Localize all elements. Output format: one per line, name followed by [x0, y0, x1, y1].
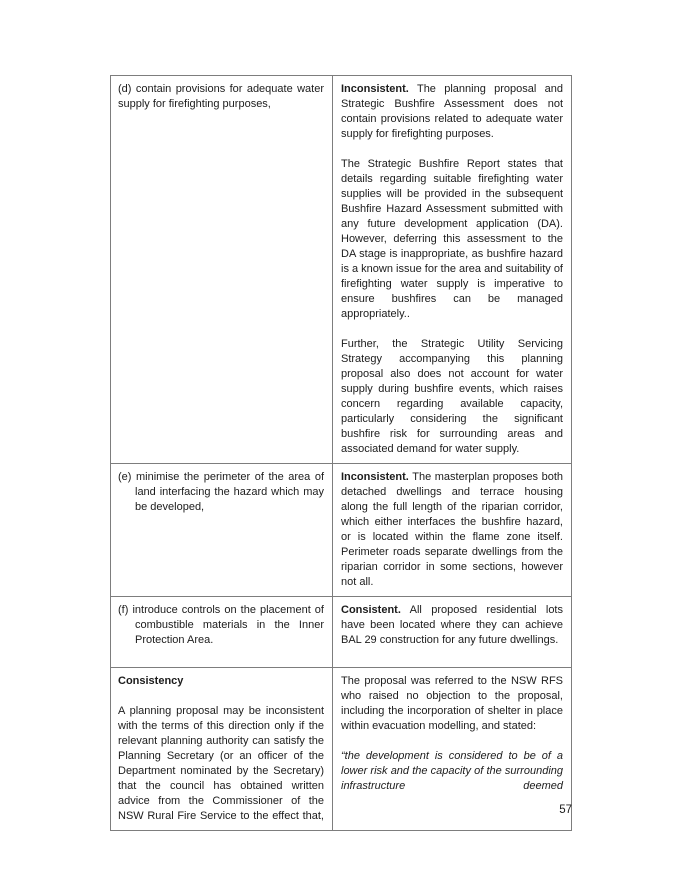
assessment-text: All proposed residential lots have been located where they can achieve BAL 29 construction for any future dwellings.	[341, 604, 563, 646]
assessment-paragraph	[341, 82, 563, 142]
bushfire-consistency-table	[110, 75, 572, 831]
consistency-heading: Consistency	[118, 675, 184, 687]
criterion-cell-f	[111, 597, 333, 667]
assessment-paragraph	[341, 603, 563, 648]
criterion-text-e: (e) minimise the perimeter of the area of land interfacing the hazard which may be developed,	[118, 471, 324, 513]
assessment-cell-d	[333, 76, 571, 463]
assessment-cell-f	[333, 597, 571, 667]
assessment-text: The planning proposal and Strategic Bushfire Assessment does not contain provisions related to adequate water supply for firefighting purposes.	[341, 83, 564, 140]
page-number: 57	[559, 804, 572, 816]
rfs-quote-text: “the development is considered to be of a lower risk and the capacity of the surrounding infrastructure deemed	[341, 750, 563, 792]
table-row-e	[111, 463, 571, 596]
status-label-inconsistent: Inconsistent.	[341, 83, 409, 95]
criterion-text-d: (d) contain provisions for adequate water supply for firefighting purposes,	[118, 83, 324, 110]
criterion-cell-d	[111, 76, 333, 463]
consistency-cell	[111, 668, 333, 830]
rfs-response-text: The proposal was referred to the NSW RFS who raised no objection to the proposal, including the incorporation of shelter in place within evacuation modelling, and stated:	[341, 675, 563, 732]
table-row-f	[111, 596, 571, 667]
criterion-text-f: (f) introduce controls on the placement of combustible materials in the Inner Protection Area.	[118, 604, 324, 646]
assessment-text: The masterplan proposes both detached dwellings and terrace housing along the full length of the riparian corridor, which either interfaces the bushfire hazard, or is located within the flame zone itself. Perimeter roads separate dwellings from the riparian corridor in some sections, however not all.	[341, 471, 564, 588]
status-label-inconsistent: Inconsistent.	[341, 471, 409, 483]
criterion-cell-e	[111, 464, 333, 596]
assessment-paragraph: The Strategic Bushfire Report states that details regarding suitable firefighting water supplies will be provided in the subsequent Bushfire Hazard Assessment submitted with any future development application (DA). However, deferring this assessment to the DA stage is inappropriate, as bushfire hazard is a known issue for the area and suitability of firefighting water supply is imperative to ensure bushfires can be managed appropriately..	[341, 158, 563, 320]
assessment-paragraph	[341, 470, 563, 590]
table-row-d	[111, 76, 571, 463]
assessment-cell-e	[333, 464, 571, 596]
consistency-text: A planning proposal may be inconsistent with the terms of this direction only if the relevant planning authority can satisfy the Planning Secretary (or an officer of the Department nominated by the Secretary) that the council has obtained written advice from the Commissioner of the NSW Rural Fire Service to the effect that,	[118, 705, 324, 822]
assessment-paragraph: Further, the Strategic Utility Servicing Strategy accompanying this planning proposal also does not account for water supply during bushfire events, which raises concern regarding available capacity, particularly considering the significant bushfire risk for surrounding areas and associated demand for water supply.	[341, 338, 563, 455]
status-label-consistent: Consistent.	[341, 604, 401, 616]
